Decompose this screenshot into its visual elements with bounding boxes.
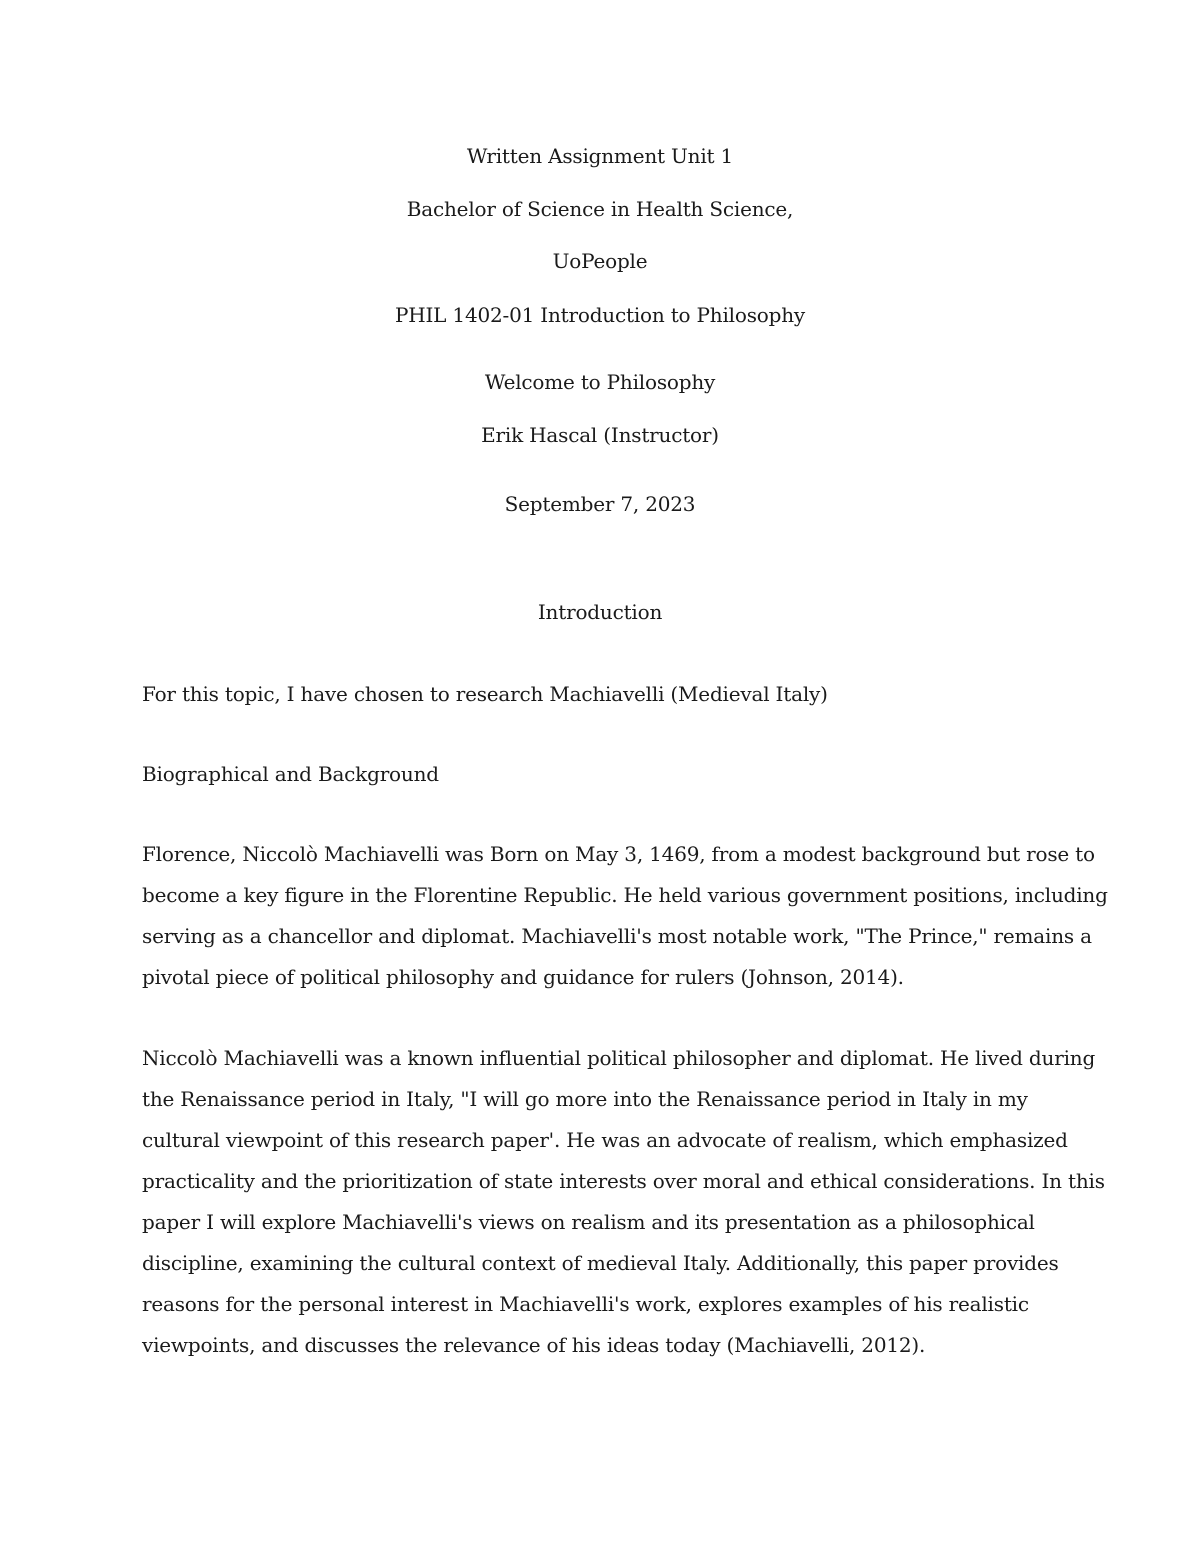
paragraph-line: viewpoints, and discusses the relevance of his ideas today (Machiavelli, 2012). xyxy=(142,1333,926,1357)
intro-heading: Introduction xyxy=(537,600,663,624)
university-name: UoPeople xyxy=(552,249,648,273)
overview-paragraph xyxy=(142,1038,1105,1366)
paragraph-line: paper I will explore Machiavelli's views on realism and its presentation as a philosophical xyxy=(142,1210,1035,1234)
biography-paragraph xyxy=(142,834,1108,998)
paragraph-line: serving as a chancellor and diplomat. Machiavelli's most notable work, "The Prince," remains a xyxy=(142,924,1092,948)
instructor-name: Erik Hascal (Instructor) xyxy=(481,423,719,447)
paragraph-line: pivotal piece of political philosophy and guidance for rulers (Johnson, 2014). xyxy=(142,965,904,989)
section-heading: Biographical and Background xyxy=(142,762,439,786)
paragraph-line: become a key figure in the Florentine Republic. He held various government positions, including xyxy=(142,883,1108,907)
topic-line: For this topic, I have chosen to research Machiavelli (Medieval Italy) xyxy=(142,682,828,706)
paragraph-line: the Renaissance period in Italy, "I will go more into the Renaissance period in Italy in my xyxy=(142,1087,1028,1111)
paragraph-line: discipline, examining the cultural context of medieval Italy. Additionally, this paper provides xyxy=(142,1251,1059,1275)
assignment-title: Written Assignment Unit 1 xyxy=(466,144,734,168)
course-name: PHIL 1402-01 Introduction to Philosophy xyxy=(394,303,805,327)
unit-title: Welcome to Philosophy xyxy=(484,370,716,394)
paragraph-line: Florence, Niccolò Machiavelli was Born on May 3, 1469, from a modest background but rose to xyxy=(142,842,1095,866)
paragraph-line: Niccolò Machiavelli was a known influential political philosopher and diplomat. He lived during xyxy=(142,1046,1096,1070)
paragraph-line: cultural viewpoint of this research paper'. He was an advocate of realism, which emphasized xyxy=(142,1128,1068,1152)
paragraph-line: practicality and the prioritization of state interests over moral and ethical considerations. In this xyxy=(142,1169,1105,1193)
submission-date: September 7, 2023 xyxy=(504,492,696,516)
program-name: Bachelor of Science in Health Science, xyxy=(406,197,794,221)
paragraph-line: reasons for the personal interest in Machiavelli's work, explores examples of his realistic xyxy=(142,1292,1029,1316)
